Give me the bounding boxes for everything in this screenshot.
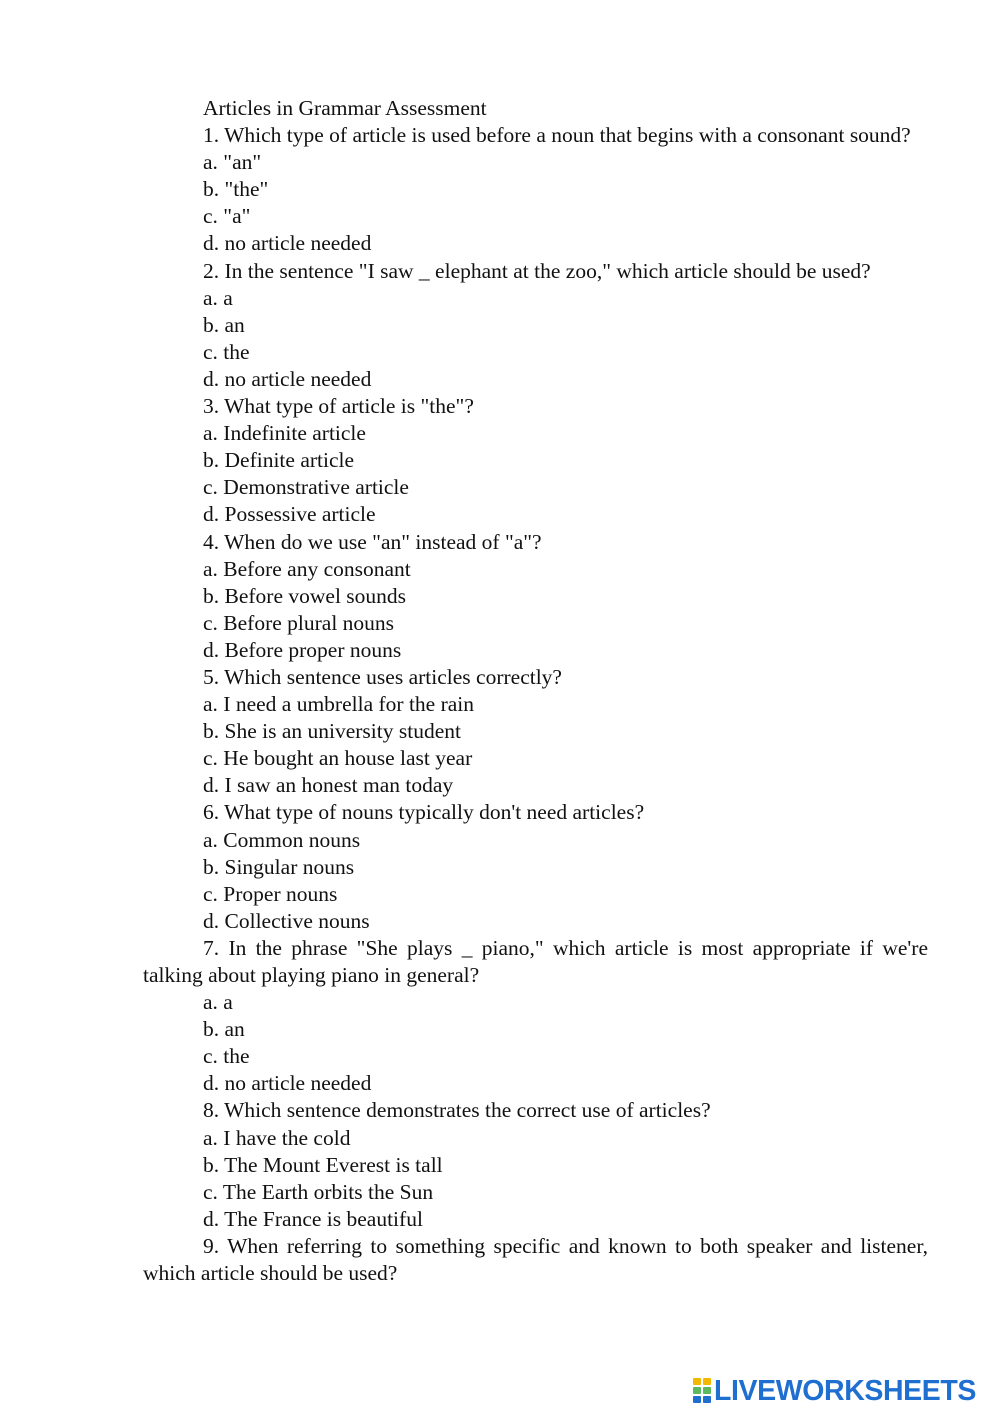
option-2b: b. an [203, 312, 245, 337]
liveworksheets-logo-text: LIVEWORKSHEETS [714, 1375, 977, 1407]
option-1c: c. "a" [203, 204, 251, 229]
option-4d: d. Before proper nouns [203, 637, 402, 662]
option-7c: c. the [203, 1044, 250, 1069]
option-1d: d. no article needed [203, 231, 372, 256]
question-2: 2. In the sentence "I saw _ elephant at the zoo," which article should be used? [203, 258, 871, 283]
question-4: 4. When do we use "an" instead of "a"? [203, 529, 542, 554]
option-8c: c. The Earth orbits the Sun [203, 1179, 434, 1204]
option-2c: c. the [203, 339, 250, 364]
option-7b: b. an [203, 1017, 245, 1042]
worksheet-body [143, 95, 928, 1287]
option-8d: d. The France is beautiful [203, 1206, 423, 1231]
question-6: 6. What type of nouns typically don't need articles? [203, 800, 645, 825]
option-1a: a. "an" [203, 150, 262, 175]
option-4c: c. Before plural nouns [203, 610, 395, 635]
question-3: 3. What type of article is "the"? [203, 394, 474, 419]
option-7a: a. a [203, 990, 233, 1015]
question-7: 7. In the phrase "She plays _ piano," which article is most appropriate if we're talking about playing piano in general? [143, 935, 928, 987]
option-3b: b. Definite article [203, 448, 355, 473]
worksheet-title: Articles in Grammar Assessment [203, 96, 487, 120]
option-3c: c. Demonstrative article [203, 475, 409, 500]
option-6d: d. Collective nouns [203, 908, 370, 933]
option-4a: a. Before any consonant [203, 556, 411, 581]
option-3a: a. Indefinite article [203, 421, 366, 446]
option-3d: d. Possessive article [203, 502, 376, 527]
option-4b: b. Before vowel sounds [203, 583, 407, 608]
option-5c: c. He bought an house last year [203, 746, 473, 771]
liveworksheets-logo [693, 1376, 976, 1406]
option-5a: a. I need a umbrella for the rain [203, 692, 475, 717]
option-7d: d. no article needed [203, 1071, 372, 1096]
option-6b: b. Singular nouns [203, 854, 355, 879]
option-8a: a. I have the cold [203, 1125, 351, 1150]
option-1b: b. "the" [203, 177, 269, 202]
option-5d: d. I saw an honest man today [203, 773, 454, 798]
option-2a: a. a [203, 285, 233, 310]
question-8: 8. Which sentence demonstrates the correct use of articles? [203, 1098, 711, 1123]
option-5b: b. She is an university student [203, 719, 461, 744]
liveworksheets-logo-icon [693, 1378, 712, 1404]
option-6a: a. Common nouns [203, 827, 361, 852]
question-5: 5. Which sentence uses articles correctly? [203, 664, 562, 689]
option-2d: d. no article needed [203, 366, 372, 391]
option-8b: b. The Mount Everest is tall [203, 1152, 443, 1177]
question-1: 1. Which type of article is used before a noun that begins with a consonant sound? [203, 123, 911, 148]
option-6c: c. Proper nouns [203, 881, 338, 906]
question-9: 9. When referring to something specific and known to both speaker and listener, which article should be used? [143, 1233, 928, 1286]
